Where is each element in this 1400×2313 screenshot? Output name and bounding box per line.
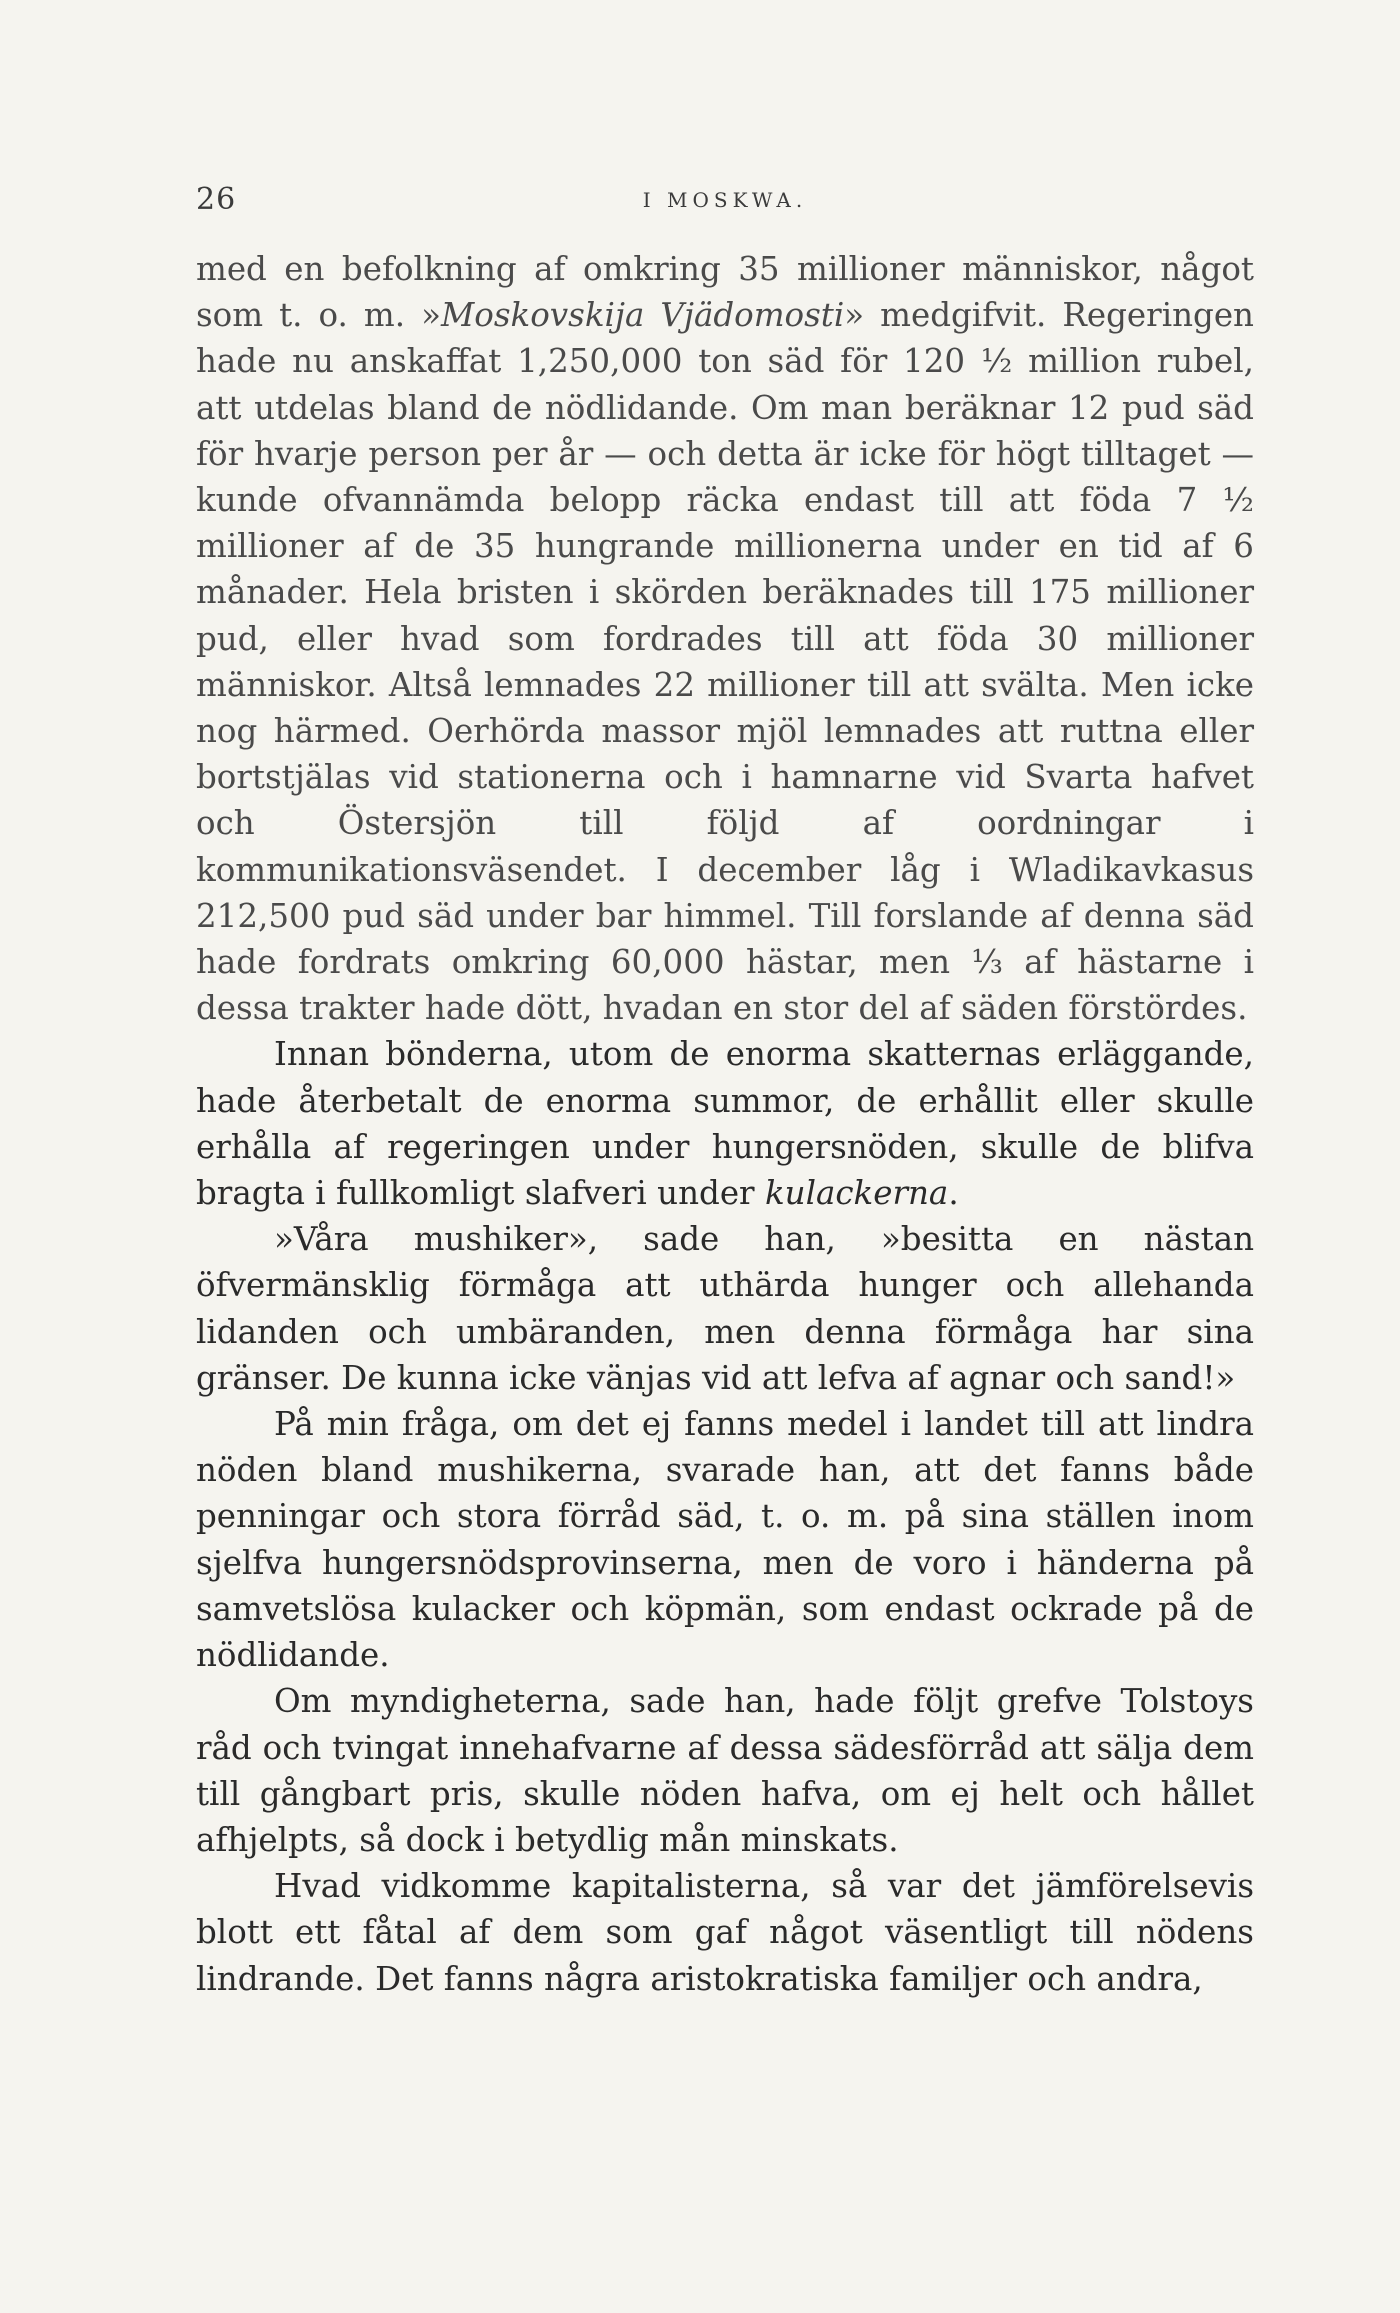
paragraph-1-text-a: med en befolkning af omkring 35 millioner människor, något som t. o. m. » — [196, 250, 1254, 335]
paragraph-6: Hvad vidkomme kapitalisterna, så var det jämförelsevis blott ett fåtal af dem som gaf något väsentligt till nödens lindrande. Det fanns några aristokratiska familjer och andra, — [196, 1867, 1254, 1998]
running-head: I MOSKWA. — [642, 188, 808, 212]
paragraph-4: På min fråga, om det ej fanns medel i landet till att lindra nöden bland mushikerna, svarade han, att det fanns både penningar och stora förråd säd, t. o. m. på sina ställen inom sjelfva hungersnödsprovinserna, men de voro i händerna på samvetslösa kulacker och köpmän, som endast ockrade på de nödlidande. — [196, 1405, 1254, 1675]
paragraph-1 — [196, 246, 1254, 1031]
paragraph-2-text-a: Innan bönderna, utom de enorma skatternas erläggande, hade återbetalt de enorma summor, de erhållit eller skulle erhålla af regeringen under hungersnöden, skulle de blifva bragta i fullkomligt slafveri under — [196, 1035, 1254, 1213]
paragraph-3: »Våra mushiker», sade han, »besitta en nästan öfvermänsklig förmåga att uthärda hunger och allehanda lidanden och umbäranden, men denna förmåga har sina gränser. De kunna icke vänjas vid att lefva af agnar och sand!» — [196, 1220, 1254, 1397]
page-header — [196, 182, 1254, 222]
paragraph-2-text-b: . — [948, 1174, 959, 1213]
paragraph-5: Om myndigheterna, sade han, hade följt grefve Tolstoys råd och tvingat innehafvarne af dessa sädesförråd att sälja dem till gångbart pris, skulle nöden hafva, om ej helt och hållet afhjelpts, så dock i betydlig mån minskats. — [196, 1682, 1254, 1859]
page-number: 26 — [196, 182, 237, 217]
paragraph-2 — [196, 1031, 1254, 1216]
paragraph-1-text-b: » medgifvit. Regeringen hade nu anskaffat 1,250,000 ton säd för 120 ½ million rubel, att utdelas bland de nödlidande. Om man beräknar 12 pud säd för hvarje person per år — och detta är icke för högt tilltaget — kunde ofvannämda belopp räcka endast till att föda 7 ½ millioner af de 35 hungrande millionerna under en tid af 6 månader. Hela bristen i skörden beräknades till 175 millioner pud, eller hvad som fordrades till att föda 30 millioner människor. Altså lemnades 22 millioner till att svälta. Men icke nog härmed. Oerhörda massor mjöl lemnades att ruttna eller bortstjälas vid stationerna och i hamnarne vid Svarta hafvet och Östersjön till följd af oordningar i kommunikationsväsendet. I december låg i Wladikavkasus 212,500 pud säd under bar himmel. Till forslande af denna säd hade fordrats omkring 60,000 hästar, men ⅓ af hästarne i dessa trakter hade dött, hvadan en stor del af säden förstördes. — [196, 296, 1254, 1028]
emphasized-term: kulackerna — [764, 1174, 949, 1213]
body-text — [196, 246, 1254, 2002]
newspaper-title: Moskovskija Vjädomosti — [441, 296, 845, 335]
